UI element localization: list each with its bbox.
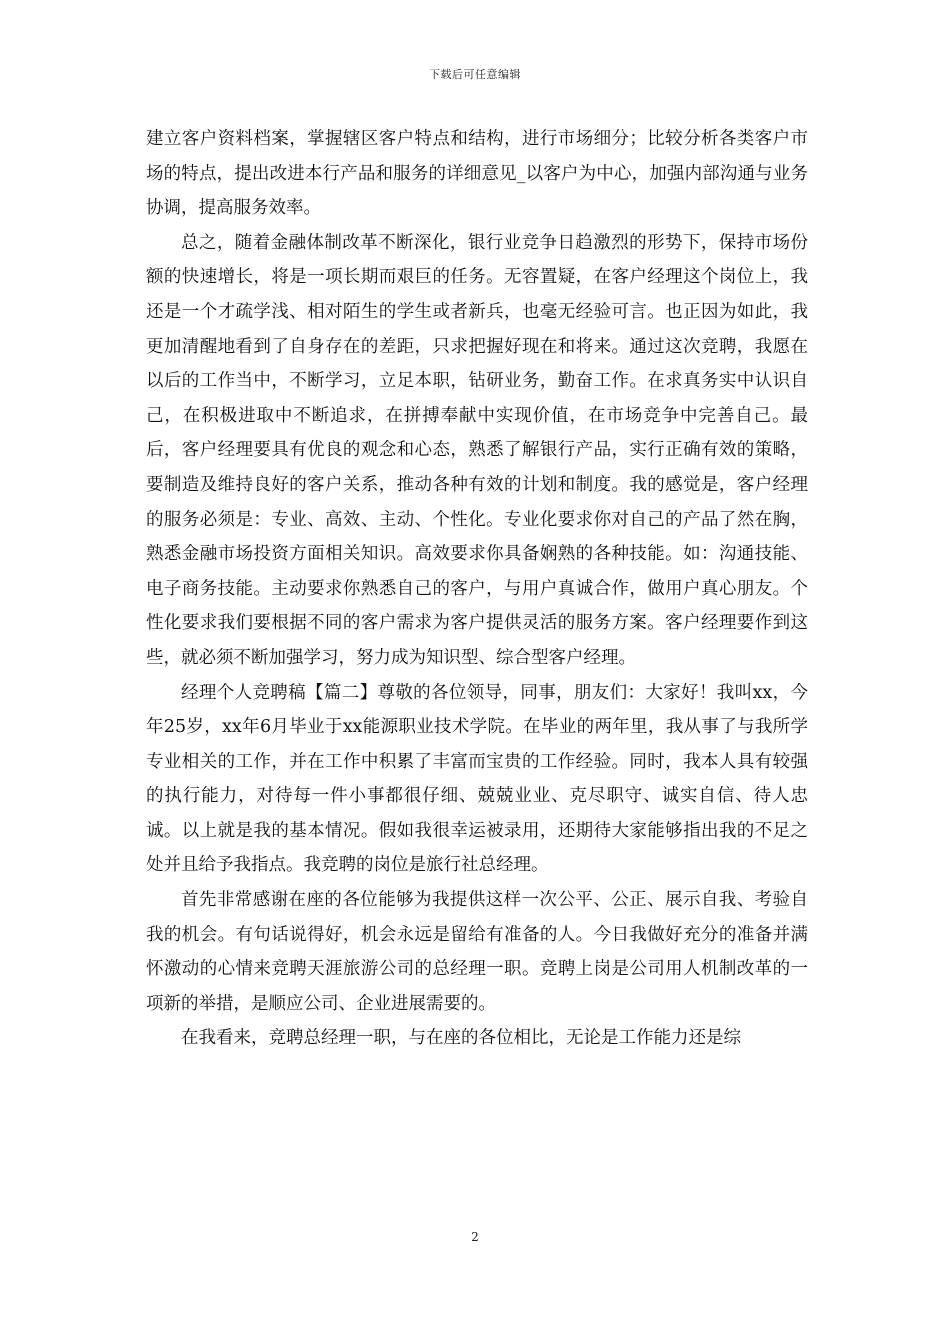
document-body [146, 122, 808, 1056]
page-header: 下载后可任意编辑 [429, 68, 521, 81]
paragraph-5: 在我看来，竞聘总经理一职，与在座的各位相比，无论是工作能力还是综 [181, 1028, 741, 1049]
paragraph-4: 首先非常感谢在座的各位能够为我提供这样一次公平、公正、展示自我、考验自我的机会。有句话说得好，机会永远是留给有准备的人。今日我做好充分的准备并满怀激动的心情来竞聘天涯旅游公司的总经理一职。竞聘上岗是公司用人机制改革的一项新的举措，是顺应公司、企业进展需要的。 [146, 890, 808, 1014]
paragraph-3: 经理个人竞聘稿【篇二】尊敬的各位领导，同事，朋友们：大家好！我叫xx，今年25岁，xx年6月毕业于xx能源职业技术学院。在毕业的两年里，我从事了与我所学专业相关的工作，并在工作中积累了丰富而宝贵的工作经验。同时，我本人具有较强的执行能力，对待每一件小事都很仔细、兢兢业业、克尽职守、诚实自信、待人忠诚。以上就是我的基本情况。假如我很幸运被录用，还期待大家能够指出我的不足之处并且给予我指点。我竞聘的岗位是旅行社总经理。 [146, 682, 808, 876]
page-number: 2 [471, 1230, 479, 1244]
paragraph-2: 总之，随着金融体制改革不断深化，银行业竞争日趋激烈的形势下，保持市场份额的快速增长，将是一项长期而艰巨的任务。无容置疑，在客户经理这个岗位上，我还是一个才疏学浅、相对陌生的学生或者新兵，也毫无经验可言。也正因为如此，我更加清醒地看到了自身存在的差距，只求把握好现在和将来。通过这次竞聘，我愿在以后的工作当中，不断学习，立足本职，钻研业务，勤奋工作。在求真务实中认识自己，在积极进取中不断追求，在拼搏奉献中实现价值，在市场竞争中完善自己。最后，客户经理要具有优良的观念和心态，熟悉了解银行产品，实行正确有效的策略，要制造及维持良好的客户关系，推动各种有效的计划和制度。我的感觉是，客户经理的服务必须是：专业、高效、主动、个性化。专业化要求你对自己的产品了然在胸，熟悉金融市场投资方面相关知识。高效要求你具备娴熟的各种技能。如：沟通技能、电子商务技能。主动要求你熟悉自己的客户，与用户真诚合作，做用户真心朋友。个性化要求我们要根据不同的客户需求为客户提供灵活的服务方案。客户经理要作到这些，就必须不断加强学习，努力成为知识型、综合型客户经理。 [146, 232, 808, 668]
paragraph-1: 建立客户资料档案，掌握辖区客户特点和结构，进行市场细分；比较分析各类客户市场的特点，提出改进本行产品和服务的详细意见_以客户为中心，加强内部沟通与业务协调，提高服务效率。 [146, 129, 808, 219]
